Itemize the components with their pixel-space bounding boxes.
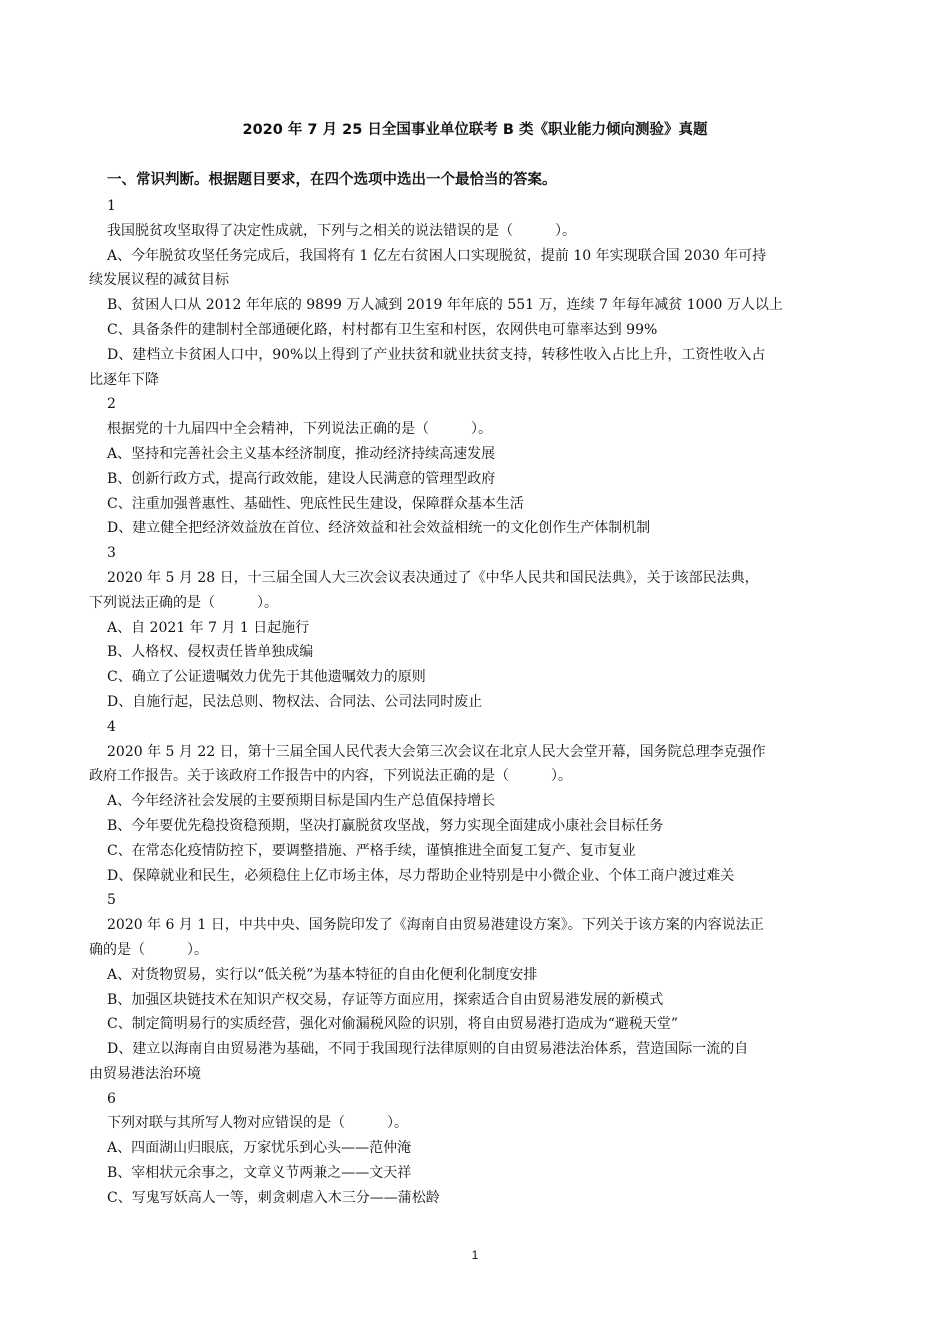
answer-option: A、对货物贸易，实行以“低关税”为基本特征的自由化便利化制度安排	[107, 966, 538, 983]
question-number: 5	[107, 892, 116, 909]
answer-option: A、坚持和完善社会主义基本经济制度，推动经济持续高速发展	[107, 445, 496, 462]
question-stem: 确的是（ ）。	[89, 941, 208, 958]
question-stem: 下列对联与其所写人物对应错误的是（ ）。	[107, 1115, 408, 1132]
question-block	[107, 392, 879, 541]
answer-option: 续发展议程的减贫目标	[89, 272, 229, 289]
question-number: 6	[107, 1090, 116, 1107]
answer-option: D、建立以海南自由贸易港为基础，不同于我国现行法律原则的自由贸易港法治体系，营造国际一流的自	[107, 1041, 749, 1058]
section-heading: 一、常识判断。根据题目要求，在四个选项中选出一个最恰当的答案。	[107, 172, 557, 188]
question-stem: 2020 年 5 月 28 日，十三届全国人大三次会议表决通过了《中华人民共和国民法典》，关于该部民法典，	[107, 569, 759, 586]
question-block	[89, 888, 879, 1086]
document-title: 2020 年 7 月 25 日全国事业单位联考 B 类《职业能力倾向测验》真题	[242, 122, 708, 138]
answer-option: C、具备条件的建制村全部通硬化路，村村都有卫生室和村医，农网供电可靠率达到 99%	[107, 321, 658, 338]
page-number: 1	[471, 1248, 479, 1262]
question-block	[89, 541, 879, 715]
question-number: 4	[107, 718, 116, 735]
answer-option: 由贸易港法治环境	[89, 1065, 201, 1082]
question-stem: 我国脱贫攻坚取得了决定性成就，下列与之相关的说法错误的是（ ）。	[107, 222, 576, 239]
answer-option: B、今年要优先稳投资稳预期，坚决打赢脱贫攻坚战，努力实现全面建成小康社会目标任务	[107, 817, 664, 834]
question-stem: 2020 年 5 月 22 日，第十三届全国人民代表大会第三次会议在北京人民大会堂开幕，国务院总理李克强作	[107, 743, 766, 760]
answer-option: C、制定简明易行的实质经营，强化对偷漏税风险的识别，将自由贸易港打造成为“避税天堂”	[107, 1016, 679, 1033]
question-number: 3	[107, 545, 116, 562]
answer-option: A、自 2021 年 7 月 1 日起施行	[107, 619, 310, 636]
question-number: 2	[107, 396, 116, 413]
answer-option: A、四面湖山归眼底，万家忧乐到心头——范仲淹	[107, 1140, 412, 1157]
question-number: 1	[107, 198, 116, 214]
answer-option: D、保障就业和民生，必须稳住上亿市场主体，尽力帮助企业特别是中小微企业、个体工商户渡过难关	[107, 867, 735, 884]
answer-option: B、创新行政方式，提高行政效能，建设人民满意的管理型政府	[107, 470, 496, 487]
question-block	[89, 194, 879, 392]
answer-option: B、宰相状元余事之，文章义节两兼之——文天祥	[107, 1165, 412, 1182]
answer-option: D、建档立卡贫困人口中，90%以上得到了产业扶贫和就业扶贫支持，转移性收入占比上升，工资性收入占	[107, 346, 766, 363]
answer-option: C、确立了公证遗嘱效力优先于其他遗嘱效力的原则	[107, 669, 426, 686]
answer-option: A、今年经济社会发展的主要预期目标是国内生产总值保持增长	[107, 793, 496, 810]
question-block	[89, 715, 879, 889]
answer-option: B、加强区块链技术在知识产权交易，存证等方面应用，探索适合自由贸易港发展的新模式	[107, 991, 664, 1008]
question-list	[89, 194, 879, 1211]
answer-option: B、贫困人口从 2012 年年底的 9899 万人减到 2019 年年底的 551 万，连续 7 年每年减贫 1000 万人以上	[107, 297, 783, 314]
answer-option: B、人格权、侵权责任皆单独成编	[107, 644, 314, 661]
question-block	[107, 1087, 879, 1211]
answer-option: D、自施行起，民法总则、物权法、合同法、公司法同时废止	[107, 693, 483, 710]
question-stem: 2020 年 6 月 1 日，中共中央、国务院印发了《海南自由贸易港建设方案》。下列关于该方案的内容说法正	[107, 917, 764, 934]
answer-option: C、写鬼写妖高人一等，刺贪刺虐入木三分——蒲松龄	[107, 1189, 440, 1206]
answer-option: C、注重加强普惠性、基础性、兜底性民生建设，保障群众基本生活	[107, 495, 524, 512]
answer-option: A、今年脱贫攻坚任务完成后，我国将有 1 亿左右贫困人口实现脱贫，提前 10 年实现联合国 2030 年可持	[107, 247, 767, 264]
answer-option: D、建立健全把经济效益放在首位、经济效益和社会效益相统一的文化创作生产体制机制	[107, 520, 651, 537]
question-stem: 政府工作报告。关于该政府工作报告中的内容，下列说法正确的是（ ）。	[89, 768, 572, 785]
answer-option: C、在常态化疫情防控下，要调整措施、严格手续，谨慎推进全面复工复产、复市复业	[107, 842, 636, 859]
answer-option: 比逐年下降	[89, 371, 159, 388]
question-stem: 根据党的十九届四中全会精神，下列说法正确的是（ ）。	[107, 421, 492, 438]
question-stem: 下列说法正确的是（ ）。	[89, 594, 278, 611]
